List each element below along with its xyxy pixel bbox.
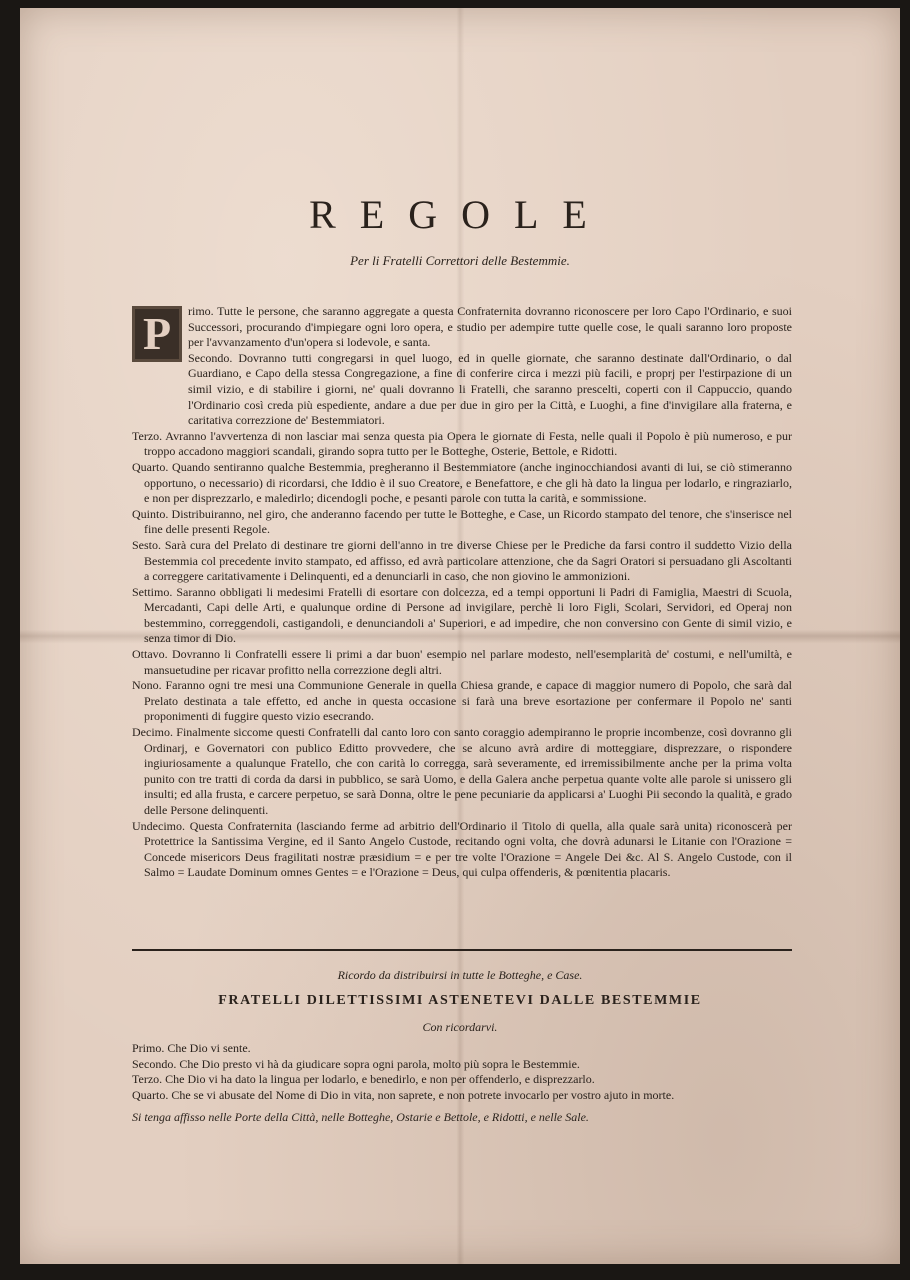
ricordo-item: Primo. Che Dio vi sente. [132,1041,251,1055]
rule-settimo: Settimo. Saranno obbligati li medesimi Fratelli di esortare con dolcezza, ed a tempi opportuni li Padri di Famiglia, Maestri di Scuola, Mercadanti, Capi delle Arti, e qualunque ordine di Persone ad invigilare, perchè li loro Figli, Scolari, Servidori, ed Operaj non bestemmino, correggendoli, castigandoli, e denunciandoli a' Superiori, e ad impedire, che non conversino con Gente di simil vizio, e senza timor di Dio. [132,584,792,646]
rule-text: rimo. Tutte le persone, che saranno aggregate a questa Confraternita dovranno riconoscere per loro Capo l'Ordinario, e suoi Successori, procurando d'impiegare ogni loro opera, e studio per adempire tutte quelle cose, le quali saranno loro proposte per l'avvanzamento d'un'opera si lodevole, e santa. [188,304,792,350]
rule-terzo: Terzo. Avranno l'avvertenza di non lasciar mai senza questa pia Opera le giornate di Festa, nelle quali il Popolo è più numeroso, e pur troppo accadono maggiori scandali, girando sopra tutto per le Botteghe, Osterie, Bettole, e Ridotti. [132,428,792,459]
closing-note: Si tenga affisso nelle Porte della Città, nelle Botteghe, Ostarie e Bettole, e Ridotti, e nelle Sale. [132,1110,589,1124]
rules-section [132,304,792,881]
rule-ottavo: Ottavo. Dovranno li Confratelli essere li primi a dar buon' esempio nel parlare modesto, nell'esemplarità de' costumi, e nell'umiltà, e mansuetudine per ricavar profitto nella correzzione degli altri. [132,647,792,677]
document-subtitle: Per li Fratelli Correttori delle Bestemmie. [350,253,570,268]
ricordo-item: Terzo. Che Dio vi ha dato la lingua per lodarlo, e benedirlo, e non per offenderlo, e disprezzarlo. [132,1072,595,1087]
rule-sesto: Sesto. Sarà cura del Prelato di destinare tre giorni dell'anno in tre diverse Chiese per le Prediche da farsi contro il suddetto Vizio della Bestemmia col precedente invito stampato, ed affisso, ed avrà particolare attenzione, che da Sagri Oratori si persuadano gli Ascoltanti a correggere caritativamente i Delinquenti, ed a denunciarli in caso, che non giovino le ammonizioni. [132,537,792,584]
rule-decimo: Decimo. Finalmente siccome questi Confratelli dal canto loro con santo coraggio adempiranno le proprie incombenze, così dovranno gli Ordinarj, e Governatori con publico Editto provvedere, che se alcuno avrà ardire di motteggiare, disprezzare, o rispondere ingiuriosamente a qualunque Fratello, che con carità lo corregga, sarà severamente, ed irremissibilmente anche per la prima volta punito con tre tratti di corda da darsi in pubblico, se sarà Uomo, e della Galera anche perpetua quante volte alle parole si unissero gli insulti; ed alla frusta, e carcere perpetuo, se sarà Donna, oltre le pene pecuniarie da applicarsi a' Luoghi Pii secondo la qualità, e grado delle Persone delinquenti. [132,725,792,817]
ricordo-list [132,1041,792,1103]
ricordo-heading: Ricordo da distribuirsi in tutte le Botteghe, e Case. [337,968,583,982]
rule-quarto: Quarto. Quando sentiranno qualche Bestemmia, pregheranno il Bestemmiatore (anche inginocchiandosi avanti di lui, se ciò stimeranno opportuno, o necessario) di ricordarsi, che Iddio è il suo Creatore, e Benefattore, e che gli hà dato la lingua per lodarlo, e ringraziarlo, e non per disprezzarlo, e maledirlo; dicendogli poche, e pesanti parole con tutta la carità, e sommissione. [132,459,792,506]
section-divider [132,949,792,951]
dropcap-initial: P [132,306,182,362]
document-sheet [20,8,900,1264]
rule-undecimo: Undecimo. Questa Confraternita (lasciando ferme ad arbitrio dell'Ordinario il Titolo di quella, alla quale sarà unita) riconoscerà per Protettrice la Santissima Vergine, ed il Santo Angelo Custode, recitando ogni volta, che dovrà adunarsi le Litanie con l'Orazione = Concede misericors Deus fragilitati nostræ præsidium = e per tre volte l'Orazione = Angele Dei &c. Al S. Angelo Custode, con il Salmo = Laudate Dominum omnes Gentes = e l'Orazione = Deus, qui culpa offenderis, & pœnitentia placaris. [132,818,792,880]
ricordo-subtitle: Con ricordarvi. [422,1020,498,1034]
rule-secondo: Secondo. Dovranno tutti congregarsi in quel luogo, ed in quelle giornate, che saranno destinate dall'Ordinario, o dal Guardiano, e Capo della stessa Congregazione, a fine di conferire circa i mezzi più facili, e proprj per l'estirpazione di un simil vizio, e di stabilire i giorni, ne' quali dovranno li Fratelli, che saranno prescelti, coperti con il Cappuccio, quando l'Ordinario così creda più espediente, andare a due per due in giro per la Città, e Luoghi, a fine d'invigilare alla fraterna, e caritativa correzzione de' Bestemmiatori. [188,350,792,428]
ricordo-item: Quarto. Che se vi abusate del Nome di Dio in vita, non saprete, e non potrete invocarlo per vostro ajuto in morte. [132,1087,675,1102]
ricordo-item: Secondo. Che Dio presto vi hà da giudicare sopra ogni parola, molto più sopra le Bestemmie. [132,1056,580,1071]
ricordo-title: FRATELLI DILETTISSIMI ASTENETEVI DALLE BESTEMMIE [218,993,702,1008]
rule-nono: Nono. Faranno ogni tre mesi una Communione Generale in quella Chiesa grande, e capace di maggior numero di Popolo, che sarà dal Prelato destinata a tale effetto, ed anche in questa occasione si farà una breve esortazione per confermare il Popolo ne' santi proponimenti di fuggire questo vizio esecrando. [132,678,792,724]
rule-primo [132,304,792,359]
document-title: REGOLE [309,192,611,237]
rule-quinto: Quinto. Distribuiranno, nel giro, che anderanno facendo per tutte le Botteghe, e Case, un Ricordo stampato del tenore, che s'inserisce nel fine delle presenti Regole. [132,506,792,537]
